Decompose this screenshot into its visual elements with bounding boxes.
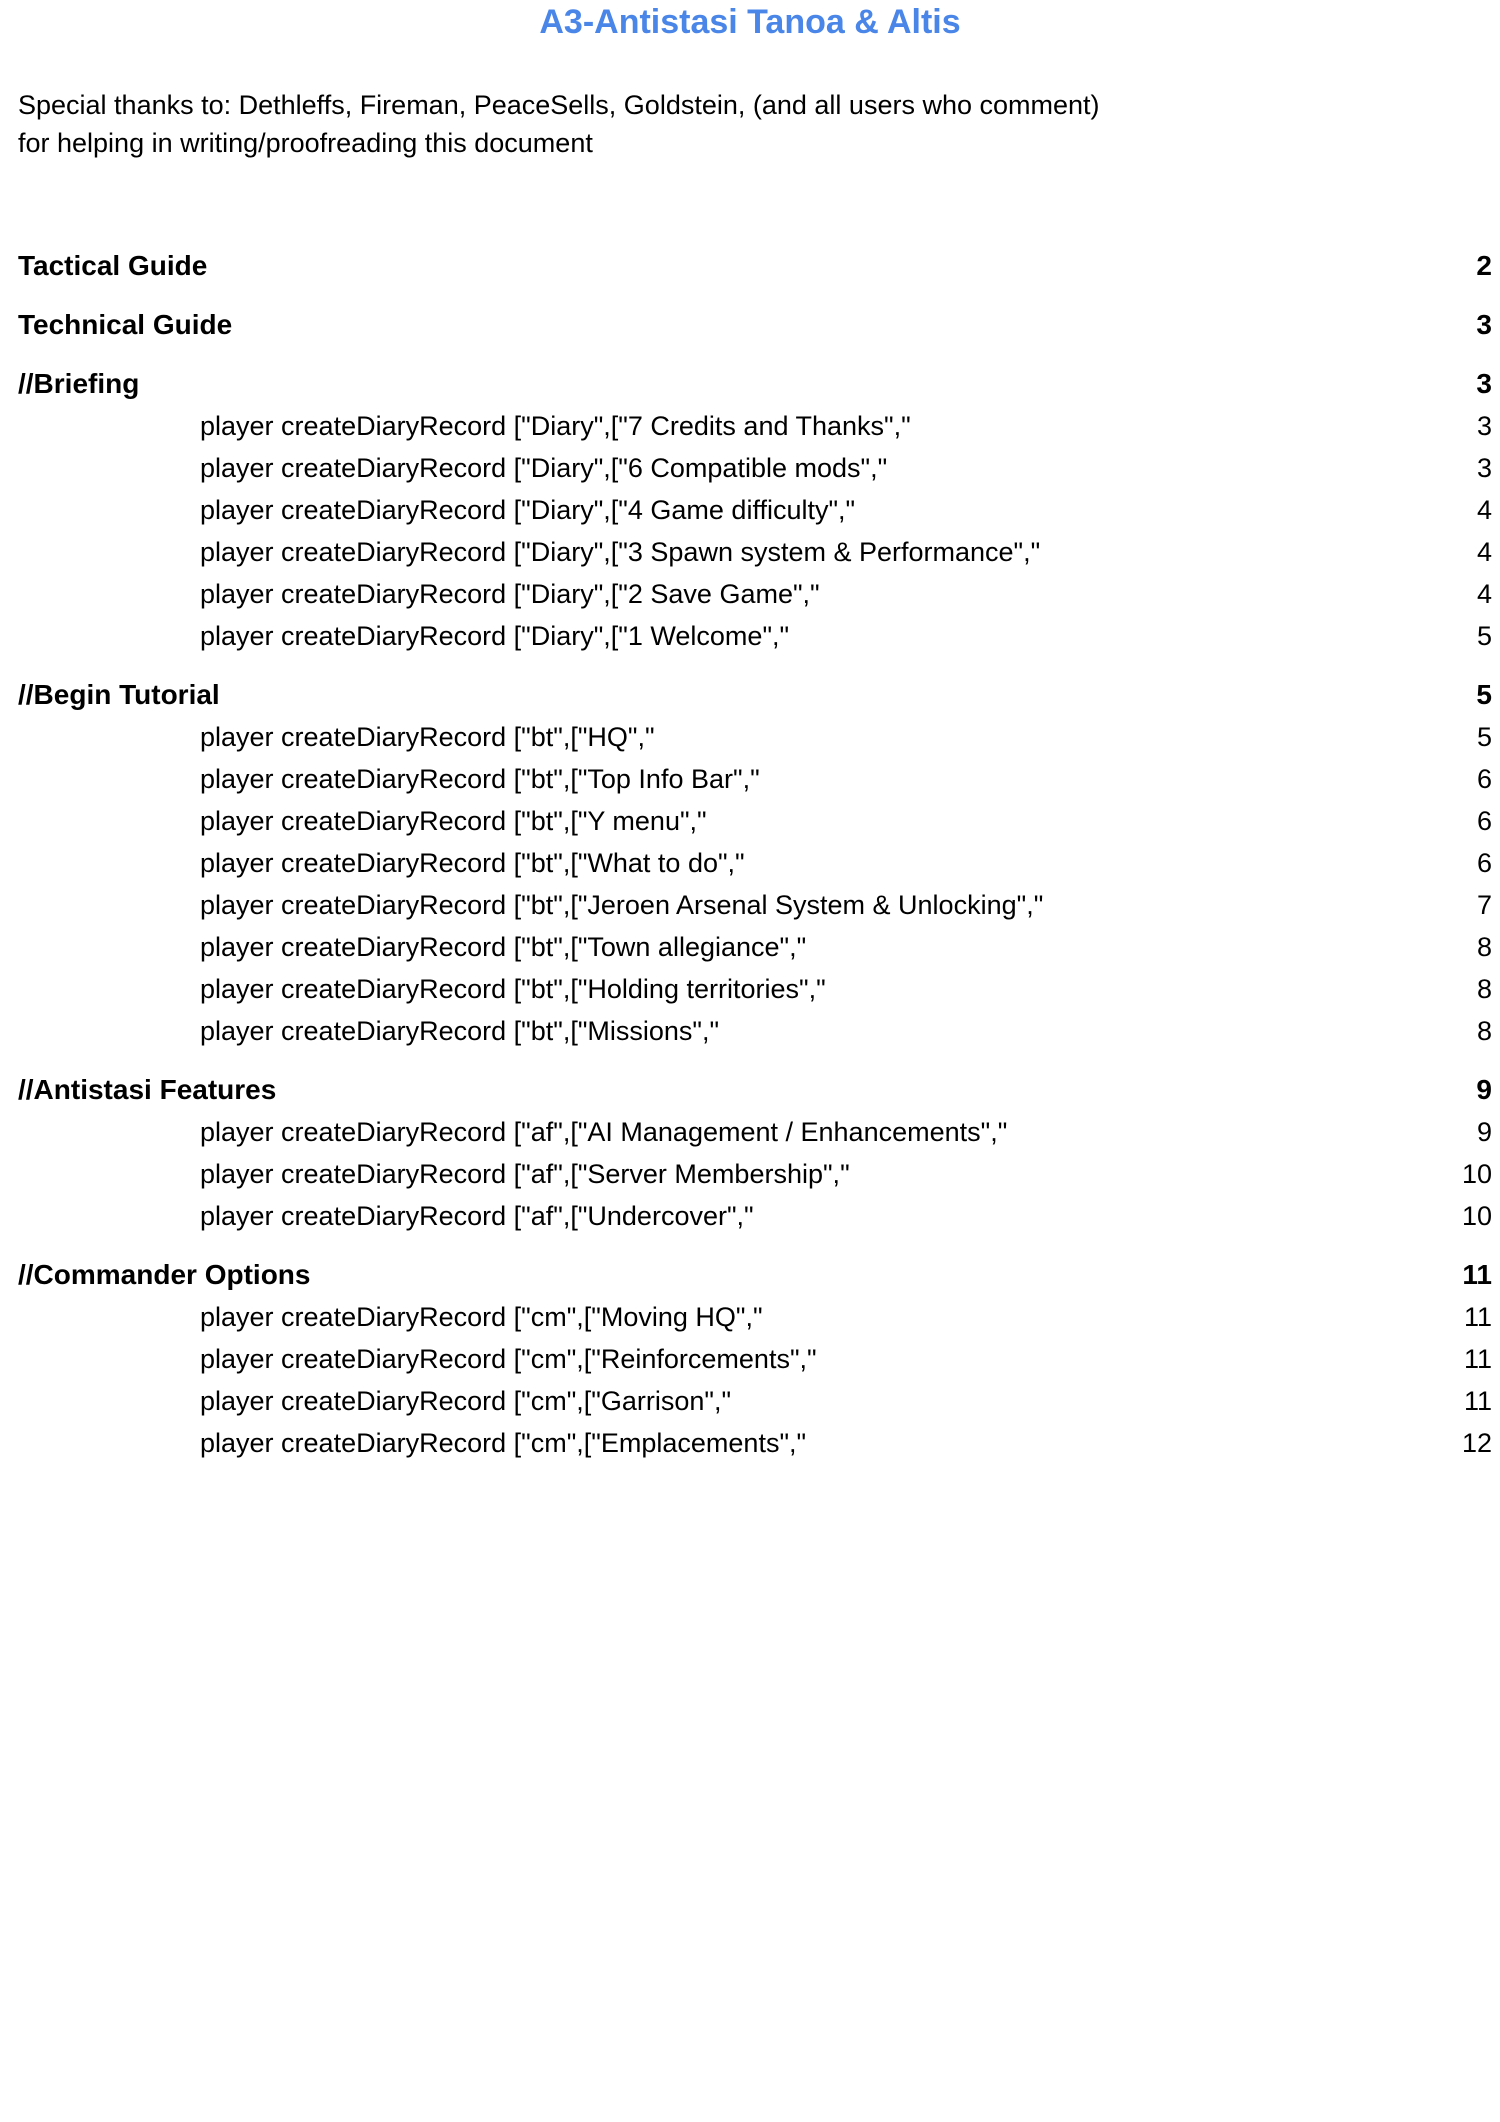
acknowledgements <box>18 86 1318 162</box>
toc-entry-label: player createDiaryRecord ["Diary",["1 Welcome"," <box>200 621 790 651</box>
toc-entry-server-membership[interactable] <box>0 1154 1500 1194</box>
toc-entry-missions[interactable] <box>0 1011 1500 1051</box>
toc-entry-spawn-system[interactable] <box>0 532 1500 572</box>
toc-entry-label: player createDiaryRecord ["af",["Server Membership"," <box>200 1159 850 1189</box>
toc-page-number: 6 <box>1476 764 1492 794</box>
toc-page-number: 6 <box>1476 806 1492 836</box>
toc-heading-label: //Commander Options <box>18 1259 311 1290</box>
toc-entry-label: player createDiaryRecord ["cm",["Garrison"," <box>200 1386 732 1416</box>
toc-entry-game-difficulty[interactable] <box>0 490 1500 530</box>
toc-page-number: 4 <box>1476 579 1492 609</box>
toc-page-number: 10 <box>1461 1159 1492 1189</box>
document-title: A3-Antistasi Tanoa & Altis <box>539 3 961 41</box>
toc-entry-label: player createDiaryRecord ["Diary",["7 Credits and Thanks"," <box>200 411 911 441</box>
toc-heading-begin-tutorial[interactable] <box>0 675 1500 715</box>
toc-entry-label: player createDiaryRecord ["bt",["Missions"," <box>200 1016 720 1046</box>
toc-page-number: 5 <box>1476 679 1492 710</box>
toc-heading-label: //Begin Tutorial <box>18 679 220 710</box>
toc-entry-garrison[interactable] <box>0 1381 1500 1421</box>
toc-entry-label: player createDiaryRecord ["bt",["What to do"," <box>200 848 745 878</box>
acknowledgements-line-1: Special thanks to: Dethleffs, Fireman, PeaceSells, Goldstein, (and all users who comment) <box>18 90 1100 120</box>
toc-entry-label: player createDiaryRecord ["af",["AI Management / Enhancements"," <box>200 1117 1008 1147</box>
toc-heading-technical-guide[interactable] <box>0 305 1500 345</box>
toc-page-number: 11 <box>1463 1302 1492 1332</box>
toc-entry-y-menu[interactable] <box>0 801 1500 841</box>
toc-page-number: 8 <box>1476 932 1492 962</box>
toc-entry-label: player createDiaryRecord ["Diary",["6 Compatible mods"," <box>200 453 888 483</box>
toc-entry-label: player createDiaryRecord ["cm",["Emplacements"," <box>200 1428 807 1458</box>
toc-entry-emplacements[interactable] <box>0 1423 1500 1463</box>
toc-heading-label: Technical Guide <box>18 309 233 340</box>
toc-page-number: 8 <box>1476 1016 1492 1046</box>
toc-entry-label: player createDiaryRecord ["Diary",["2 Save Game"," <box>200 579 820 609</box>
toc-page-number: 3 <box>1476 411 1492 441</box>
toc-page-number: 8 <box>1476 974 1492 1004</box>
toc-heading-label: //Antistasi Features <box>18 1074 277 1105</box>
toc-entry-undercover[interactable] <box>0 1196 1500 1236</box>
toc-entry-town-allegiance[interactable] <box>0 927 1500 967</box>
toc-page-number: 4 <box>1476 495 1492 525</box>
toc-page-number: 7 <box>1476 890 1492 920</box>
toc-heading-antistasi-features[interactable] <box>0 1070 1500 1110</box>
toc-heading-label: Tactical Guide <box>18 250 208 281</box>
toc-entry-compatible-mods[interactable] <box>0 448 1500 488</box>
toc-page-number: 10 <box>1461 1201 1492 1231</box>
toc-entry-jeroen-arsenal[interactable] <box>0 885 1500 925</box>
toc-entry-label: player createDiaryRecord ["cm",["Moving HQ"," <box>200 1302 763 1332</box>
toc-entry-label: player createDiaryRecord ["bt",["Town allegiance"," <box>200 932 807 962</box>
toc-entry-ai-management[interactable] <box>0 1112 1500 1152</box>
toc-page-number: 2 <box>1476 250 1492 281</box>
acknowledgements-line-2: for helping in writing/proofreading this document <box>18 128 593 158</box>
toc-page-number: 5 <box>1476 722 1492 752</box>
toc-entry-label: player createDiaryRecord ["bt",["HQ"," <box>200 722 655 752</box>
toc-entry-label: player createDiaryRecord ["cm",["Reinforcements"," <box>200 1344 817 1374</box>
toc-page-number: 11 <box>1462 1259 1492 1290</box>
toc-page-number: 9 <box>1476 1074 1492 1105</box>
toc-entry-what-to-do[interactable] <box>0 843 1500 883</box>
toc-page-number: 4 <box>1476 537 1492 567</box>
toc-page-number: 9 <box>1476 1117 1492 1147</box>
toc-page-number: 5 <box>1476 621 1492 651</box>
toc-entry-hq[interactable] <box>0 717 1500 757</box>
toc-page-number: 6 <box>1476 848 1492 878</box>
toc-entry-label: player createDiaryRecord ["bt",["Holding territories"," <box>200 974 826 1004</box>
toc-entry-label: player createDiaryRecord ["bt",["Top Info Bar"," <box>200 764 760 794</box>
toc-heading-briefing[interactable] <box>0 364 1500 404</box>
toc-entry-top-info-bar[interactable] <box>0 759 1500 799</box>
toc-page-number: 3 <box>1476 368 1492 399</box>
toc-entry-welcome[interactable] <box>0 616 1500 656</box>
toc-entry-label: player createDiaryRecord ["Diary",["4 Game difficulty"," <box>200 495 856 525</box>
toc-page-number: 3 <box>1476 453 1492 483</box>
toc-page-number: 11 <box>1463 1386 1492 1416</box>
toc-entry-label: player createDiaryRecord ["Diary",["3 Spawn system & Performance"," <box>200 537 1041 567</box>
toc-entry-moving-hq[interactable] <box>0 1297 1500 1337</box>
toc-entry-label: player createDiaryRecord ["af",["Undercover"," <box>200 1201 754 1231</box>
toc-heading-label: //Briefing <box>18 368 140 399</box>
toc-entry-reinforcements[interactable] <box>0 1339 1500 1379</box>
toc-page-number: 11 <box>1463 1344 1492 1374</box>
toc-entry-holding-territories[interactable] <box>0 969 1500 1009</box>
toc-heading-commander-options[interactable] <box>0 1255 1500 1295</box>
toc-entry-credits-and-thanks[interactable] <box>0 406 1500 446</box>
toc-entry-save-game[interactable] <box>0 574 1500 614</box>
toc-page-number: 3 <box>1476 309 1492 340</box>
toc-entry-label: player createDiaryRecord ["bt",["Jeroen Arsenal System & Unlocking"," <box>200 890 1044 920</box>
toc-page-number: 12 <box>1461 1428 1492 1458</box>
toc-entry-label: player createDiaryRecord ["bt",["Y menu"," <box>200 806 707 836</box>
toc-heading-tactical-guide[interactable] <box>0 246 1500 286</box>
